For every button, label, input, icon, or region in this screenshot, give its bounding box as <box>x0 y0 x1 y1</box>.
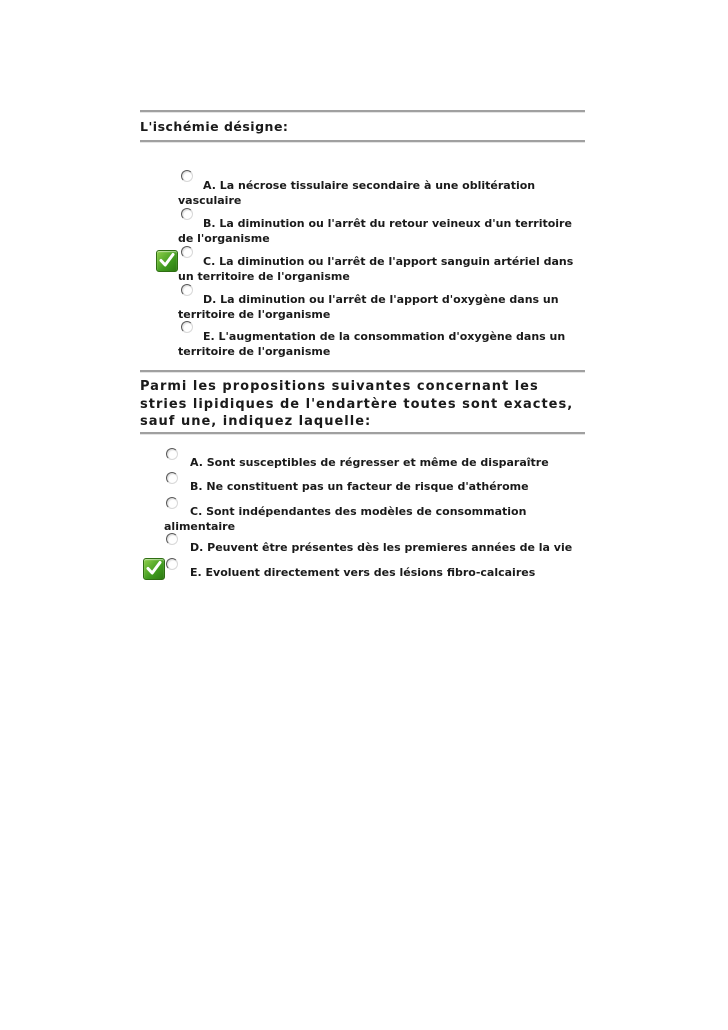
question-2-option-e[interactable] <box>190 565 585 580</box>
question-2-option-c[interactable] <box>164 504 539 534</box>
question-1-option-e[interactable] <box>178 329 578 359</box>
question-1-option-e-label: E. L'augmentation de la consommation d'oxygène dans un territoire de l'organisme <box>178 330 566 358</box>
question-2-option-b-radio-icon[interactable] <box>166 472 178 484</box>
question-1-title: L'ischémie désigne: <box>140 119 289 134</box>
green-checkmark-icon <box>156 250 178 272</box>
question-2-option-b-label: B. Ne constituent pas un facteur de risque d'athérome <box>190 480 529 493</box>
question-1-option-a[interactable] <box>178 178 573 208</box>
question-1-option-d[interactable] <box>178 292 573 322</box>
question-2-option-d-label: D. Peuvent être présentes dès les premieres années de la vie <box>190 541 573 554</box>
question-1-option-c[interactable] <box>178 254 578 284</box>
question-2-option-d[interactable] <box>190 540 585 555</box>
question-1-top-rule <box>140 110 585 112</box>
question-1-option-c-label: C. La diminution ou l'arrêt de l'apport sanguin artériel dans un territoire de l'organisme <box>178 255 574 283</box>
question-2-bottom-rule <box>140 432 585 434</box>
question-1-option-b[interactable] <box>178 216 578 246</box>
question-2-option-a-label: A. Sont susceptibles de régresser et même de disparaître <box>190 456 549 469</box>
question-2-option-e-label: E. Evoluent directement vers des lésions fibro-calcaires <box>190 566 536 579</box>
question-2-option-a[interactable] <box>190 455 585 470</box>
question-1-option-d-label: D. La diminution ou l'arrêt de l'apport d'oxygène dans un territoire de l'organisme <box>178 293 559 321</box>
question-2-option-a-radio-icon[interactable] <box>166 448 178 460</box>
question-2-option-c-label: C. Sont indépendantes des modèles de consommation alimentaire <box>164 505 527 533</box>
question-1-option-a-label: A. La nécrose tissulaire secondaire à une oblitération vasculaire <box>178 179 536 207</box>
question-1-bottom-rule <box>140 140 585 142</box>
green-checkmark-icon <box>143 558 165 580</box>
question-1-option-b-label: B. La diminution ou l'arrêt du retour veineux d'un territoire de l'organisme <box>178 217 572 245</box>
question-2-title: Parmi les propositions suivantes concernant les stries lipidiques de l'endartère toutes sont exactes, sauf une, indiquez laquelle: <box>140 379 574 429</box>
question-2-option-d-radio-icon[interactable] <box>166 533 178 545</box>
question-2-option-e-radio-icon[interactable] <box>166 558 178 570</box>
question-2-option-b[interactable] <box>190 479 585 494</box>
question-2-top-rule <box>140 370 585 372</box>
